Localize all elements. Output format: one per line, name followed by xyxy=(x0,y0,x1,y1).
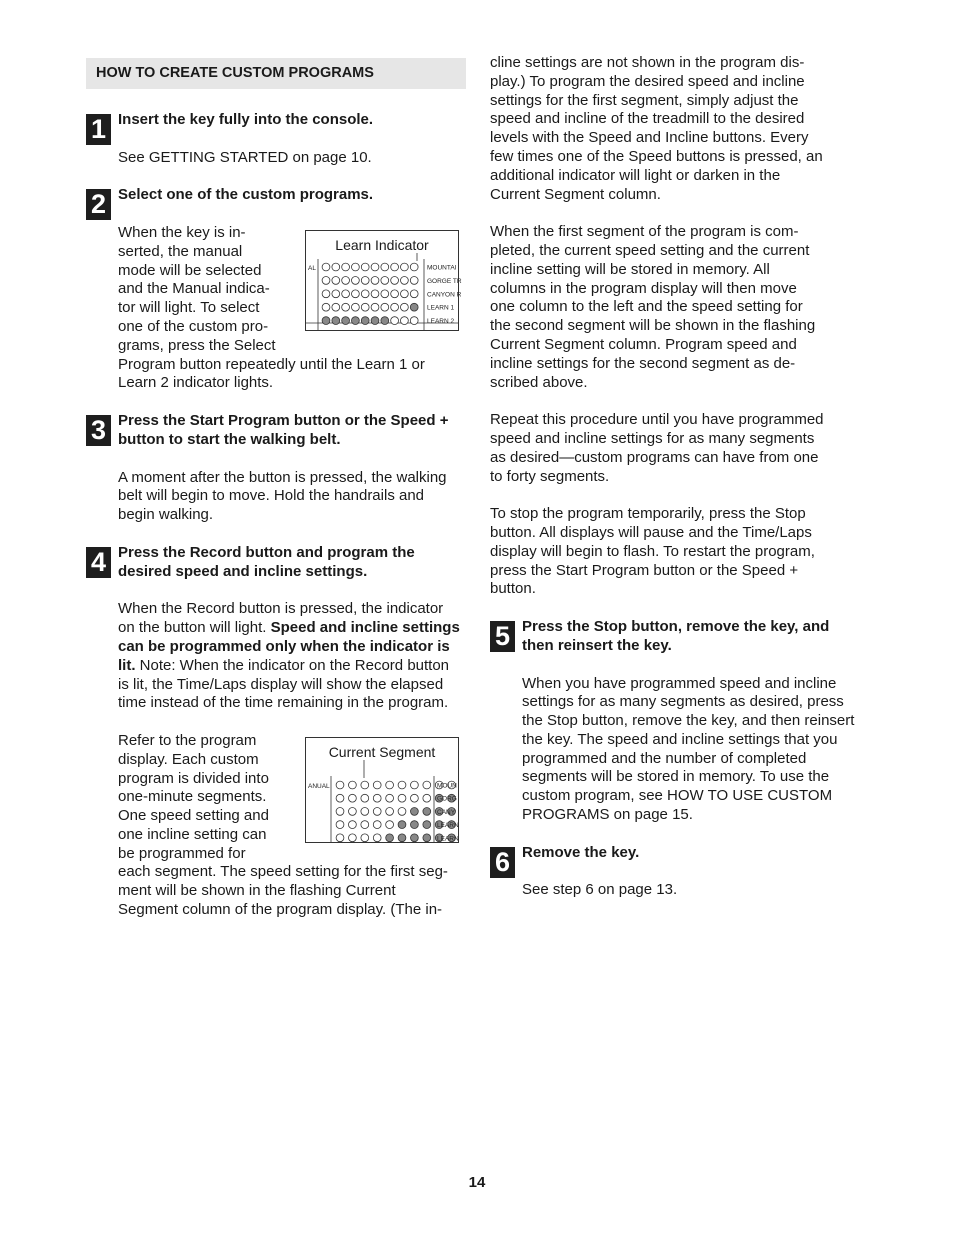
step-4-line: program is divided into xyxy=(118,769,269,787)
step-5-line: PROGRAMS on page 15. xyxy=(522,806,693,824)
step-2-title: Select one of the custom programs. xyxy=(118,186,374,204)
led-indicator xyxy=(391,317,399,325)
led-indicator xyxy=(332,290,340,298)
step-3-title-line: button to start the walking belt. xyxy=(118,430,341,448)
led-indicator xyxy=(332,303,340,311)
step-4-line: When the Record button is pressed, the indicator xyxy=(118,600,444,618)
led-indicator xyxy=(401,317,409,325)
step-number-5: 5 xyxy=(490,621,515,652)
led-indicator xyxy=(336,834,344,842)
led-indicator xyxy=(410,263,418,271)
led-indicator xyxy=(361,781,369,789)
step-6 xyxy=(490,844,870,900)
display-row-label: LEARN 1 xyxy=(427,304,455,312)
led-indicator xyxy=(342,263,350,271)
step-2-line: Learn 2 indicator lights. xyxy=(118,374,274,392)
continuation-paragraph-3 xyxy=(490,411,870,486)
step-4-bold-line: can be programmed only when the indicator is xyxy=(118,637,450,655)
paragraph-line: cline settings are not shown in the program dis- xyxy=(490,54,805,71)
led-indicator xyxy=(352,290,360,298)
led-indicator xyxy=(411,794,419,802)
display-row-label: LEARN xyxy=(437,822,459,830)
step-4-line: One speed setting and xyxy=(118,807,269,825)
page-number: 14 xyxy=(468,1174,486,1191)
step-3-title xyxy=(118,412,466,450)
step-4-bold-text: lit. xyxy=(118,656,136,674)
current-segment-figure xyxy=(305,737,459,843)
led-indicator xyxy=(332,276,340,284)
display-side-label: AL xyxy=(308,264,316,272)
led-indicator xyxy=(322,263,330,271)
led-indicator xyxy=(352,276,360,284)
led-indicator xyxy=(401,290,409,298)
step-4-title-line: desired speed and incline settings. xyxy=(118,562,368,580)
step-2-line: one of the custom pro- xyxy=(118,317,269,335)
paragraph-line: button. xyxy=(490,580,536,598)
display-side-label: ANUAL xyxy=(308,782,330,790)
led-indicator xyxy=(373,821,381,829)
led-indicator xyxy=(373,834,381,842)
step-2-line: When the key is in- xyxy=(118,223,246,241)
step-4-line: Refer to the program xyxy=(118,731,257,749)
paragraph-line: incline setting will be stored in memory. All xyxy=(490,260,770,278)
led-indicator xyxy=(410,276,418,284)
display-row-label: MOUN xyxy=(437,782,457,790)
led-indicator xyxy=(401,276,409,284)
step-4 xyxy=(86,544,466,920)
step-5-line: custom program, see HOW TO USE CUSTOM xyxy=(522,787,833,805)
paragraph-line: display will begin to flash. To restart the program, xyxy=(490,542,815,560)
led-indicator xyxy=(349,781,357,789)
led-indicator xyxy=(361,303,369,311)
step-4-line: is lit, the Time/Laps display will show the elapsed xyxy=(118,675,444,693)
step-4-line: one incline setting can xyxy=(118,825,267,843)
display-row-label: GORG xyxy=(437,795,457,803)
led-indicator xyxy=(332,317,340,325)
led-indicator xyxy=(322,317,330,325)
step-3-body xyxy=(118,469,466,525)
paragraph-line: levels with the Speed and Incline buttons. Every xyxy=(490,129,809,147)
step-number-1: 1 xyxy=(86,114,111,145)
step-2-line: serted, the manual xyxy=(118,242,243,260)
led-indicator xyxy=(381,276,389,284)
step-number-6: 6 xyxy=(490,847,515,878)
led-indicator xyxy=(336,781,344,789)
paragraph-line: to forty segments. xyxy=(490,467,610,485)
step-number-2: 2 xyxy=(86,189,111,220)
current-segment-caption: Current Segment xyxy=(328,743,436,760)
step-6-body: See step 6 on page 13. xyxy=(522,881,678,899)
led-indicator xyxy=(371,276,379,284)
step-2-line: mode will be selected xyxy=(118,261,262,279)
step-4-text: on the button will light. xyxy=(118,619,271,637)
step-1 xyxy=(86,111,466,167)
step-4-line xyxy=(118,657,466,676)
led-indicator xyxy=(371,317,379,325)
led-indicator xyxy=(381,317,389,325)
step-4-bold-text: Speed and incline settings xyxy=(270,619,460,637)
paragraph-line: scribed above. xyxy=(490,373,588,391)
led-indicator xyxy=(322,290,330,298)
step-3-title-line: Press the Start Program button or the Speed + xyxy=(118,412,449,430)
paragraph-line: one column to the left and the speed setting for xyxy=(490,298,803,316)
led-indicator xyxy=(349,834,357,842)
display-row-label: LEARN 2 xyxy=(427,318,455,326)
step-5-body xyxy=(522,675,870,825)
paragraph-line: pleted, the current speed setting and the current xyxy=(490,241,810,259)
led-indicator xyxy=(352,303,360,311)
right-column xyxy=(490,54,870,900)
led-indicator xyxy=(410,290,418,298)
led-indicator xyxy=(349,807,357,815)
led-indicator xyxy=(381,290,389,298)
learn-indicator-caption: Learn Indicator xyxy=(335,236,429,253)
led-indicator xyxy=(401,263,409,271)
paragraph-line: Repeat this procedure until you have programmed xyxy=(490,411,824,429)
led-indicator xyxy=(336,794,344,802)
paragraph-line: play.) To program the desired speed and incline xyxy=(490,72,805,90)
display-row-label: CANYON R xyxy=(427,291,462,299)
led-indicator xyxy=(371,290,379,298)
left-column xyxy=(86,58,466,920)
step-4-text: Note: When the indicator on the Record button xyxy=(135,656,450,674)
step-2 xyxy=(86,186,466,393)
step-4-line: ment will be shown in the flashing Current xyxy=(118,882,396,900)
led-indicator xyxy=(391,290,399,298)
led-indicator xyxy=(398,781,406,789)
step-4-line: display. Each custom xyxy=(118,750,259,768)
paragraph-line: Current Segment column. Program speed and xyxy=(490,335,797,353)
paragraph-line: columns in the program display will then move xyxy=(490,279,797,297)
step-4-paragraph-1 xyxy=(118,600,466,713)
step-number-3: 3 xyxy=(86,415,111,446)
paragraph-line: When the first segment of the program is com- xyxy=(490,223,799,241)
led-indicator xyxy=(349,794,357,802)
led-indicator xyxy=(386,821,394,829)
paragraph-line: few times one of the Speed buttons is pressed, an xyxy=(490,147,823,165)
step-2-line: tor will light. To select xyxy=(118,299,260,317)
paragraph-line: Current Segment column. xyxy=(490,185,661,203)
led-indicator xyxy=(322,303,330,311)
led-indicator xyxy=(342,276,350,284)
led-indicator xyxy=(336,821,344,829)
step-3 xyxy=(86,412,466,525)
continuation-paragraph-4 xyxy=(490,505,870,599)
led-indicator xyxy=(423,794,431,802)
paragraph-line: settings for the first segment, simply adjust the xyxy=(490,91,799,109)
led-indicator xyxy=(391,303,399,311)
paragraph-line: To stop the program temporarily, press the Stop xyxy=(490,505,806,523)
step-4-line xyxy=(118,619,466,638)
led-indicator xyxy=(398,821,406,829)
step-3-line: begin walking. xyxy=(118,506,214,524)
led-indicator xyxy=(371,303,379,311)
led-indicator xyxy=(352,263,360,271)
step-5-line: the Stop button, remove the key, and then reinsert xyxy=(522,712,855,730)
led-indicator xyxy=(361,317,369,325)
led-indicator xyxy=(423,834,431,842)
display-row-label: MOUNTAI xyxy=(427,264,457,272)
led-indicator xyxy=(361,276,369,284)
paragraph-line: the second segment will be shown in the flashing xyxy=(490,317,816,335)
step-4-line: be programmed for xyxy=(118,844,246,862)
led-indicator xyxy=(352,317,360,325)
led-indicator xyxy=(401,303,409,311)
led-indicator xyxy=(342,317,350,325)
step-3-line: A moment after the button is pressed, the walking xyxy=(118,468,447,486)
step-1-title: Insert the key fully into the console. xyxy=(118,111,374,128)
led-indicator xyxy=(371,263,379,271)
led-indicator xyxy=(342,290,350,298)
led-indicator xyxy=(398,794,406,802)
led-indicator xyxy=(398,834,406,842)
led-indicator xyxy=(381,263,389,271)
led-indicator xyxy=(386,781,394,789)
led-indicator xyxy=(391,263,399,271)
learn-indicator-display xyxy=(306,231,462,330)
paragraph-line: additional indicator will light or darken in the xyxy=(490,166,781,184)
led-indicator xyxy=(410,303,418,311)
led-indicator xyxy=(411,821,419,829)
continuation-paragraph-2 xyxy=(490,223,870,392)
step-4-title-line: Press the Record button and program the xyxy=(118,543,415,561)
step-number-4: 4 xyxy=(86,547,111,578)
paragraph-line: incline settings for the second segment as de- xyxy=(490,354,796,372)
step-4-line: one-minute segments. xyxy=(118,788,267,806)
step-5-line: programmed and the number of completed xyxy=(522,749,807,767)
learn-indicator-figure xyxy=(305,230,462,331)
step-5-line: the key. The speed and incline settings that you xyxy=(522,730,838,748)
led-indicator xyxy=(361,821,369,829)
led-indicator xyxy=(361,794,369,802)
paragraph-line: speed and incline settings for as many segments xyxy=(490,429,815,447)
led-indicator xyxy=(373,794,381,802)
step-2-line: grams, press the Select xyxy=(118,336,276,354)
continuation-paragraph-1 xyxy=(490,54,870,204)
step-5-title xyxy=(522,618,870,656)
led-indicator xyxy=(342,303,350,311)
step-3-line: belt will begin to move. Hold the handrails and xyxy=(118,487,425,505)
step-6-title: Remove the key. xyxy=(522,843,640,861)
step-5 xyxy=(490,618,870,825)
paragraph-line: press the Start Program button or the Speed + xyxy=(490,561,799,579)
led-indicator xyxy=(332,263,340,271)
step-2-line: and the Manual indica- xyxy=(118,280,270,298)
step-1-body: See GETTING STARTED on page 10. xyxy=(118,148,372,166)
display-row-label: GORGE TR xyxy=(427,277,462,285)
led-indicator xyxy=(322,276,330,284)
led-indicator xyxy=(349,821,357,829)
led-indicator xyxy=(386,834,394,842)
step-4-title xyxy=(118,544,466,582)
led-indicator xyxy=(386,807,394,815)
step-4-line: each segment. The speed setting for the first seg- xyxy=(118,863,448,881)
led-indicator xyxy=(386,794,394,802)
paragraph-line: as desired—custom programs can have from one xyxy=(490,448,819,466)
step-2-line: Program button repeatedly until the Learn 1 or xyxy=(118,355,425,373)
led-indicator xyxy=(336,807,344,815)
led-indicator xyxy=(411,834,419,842)
display-row-label: LEARN xyxy=(437,835,459,843)
led-indicator xyxy=(411,781,419,789)
led-indicator xyxy=(373,781,381,789)
led-indicator xyxy=(423,821,431,829)
led-indicator xyxy=(398,807,406,815)
current-segment-display xyxy=(306,738,458,842)
led-indicator xyxy=(361,807,369,815)
step-4-line: time instead of the time remaining in the program. xyxy=(118,694,449,712)
led-indicator xyxy=(361,263,369,271)
step-5-line: segments will be stored in memory. To use the xyxy=(522,768,830,786)
section-title: HOW TO CREATE CUSTOM PROGRAMS xyxy=(86,58,466,89)
step-5-title-line: Press the Stop button, remove the key, and xyxy=(522,618,830,636)
step-5-line: settings for as many segments as desired, press xyxy=(522,693,844,711)
led-indicator xyxy=(391,276,399,284)
led-indicator xyxy=(423,807,431,815)
led-indicator xyxy=(361,834,369,842)
step-5-line: When you have programmed speed and incline xyxy=(522,674,837,692)
paragraph-line: speed and incline of the treadmill to the desired xyxy=(490,110,805,128)
led-indicator xyxy=(410,317,418,325)
step-4-line: Segment column of the program display. (The in- xyxy=(118,901,443,919)
led-indicator xyxy=(411,807,419,815)
led-indicator xyxy=(423,781,431,789)
step-5-title-line: then reinsert the key. xyxy=(522,636,672,654)
display-row-label: CANY xyxy=(437,808,456,816)
led-indicator xyxy=(361,290,369,298)
led-indicator xyxy=(373,807,381,815)
led-indicator xyxy=(381,303,389,311)
paragraph-line: button. All displays will pause and the Time/Laps xyxy=(490,523,812,541)
